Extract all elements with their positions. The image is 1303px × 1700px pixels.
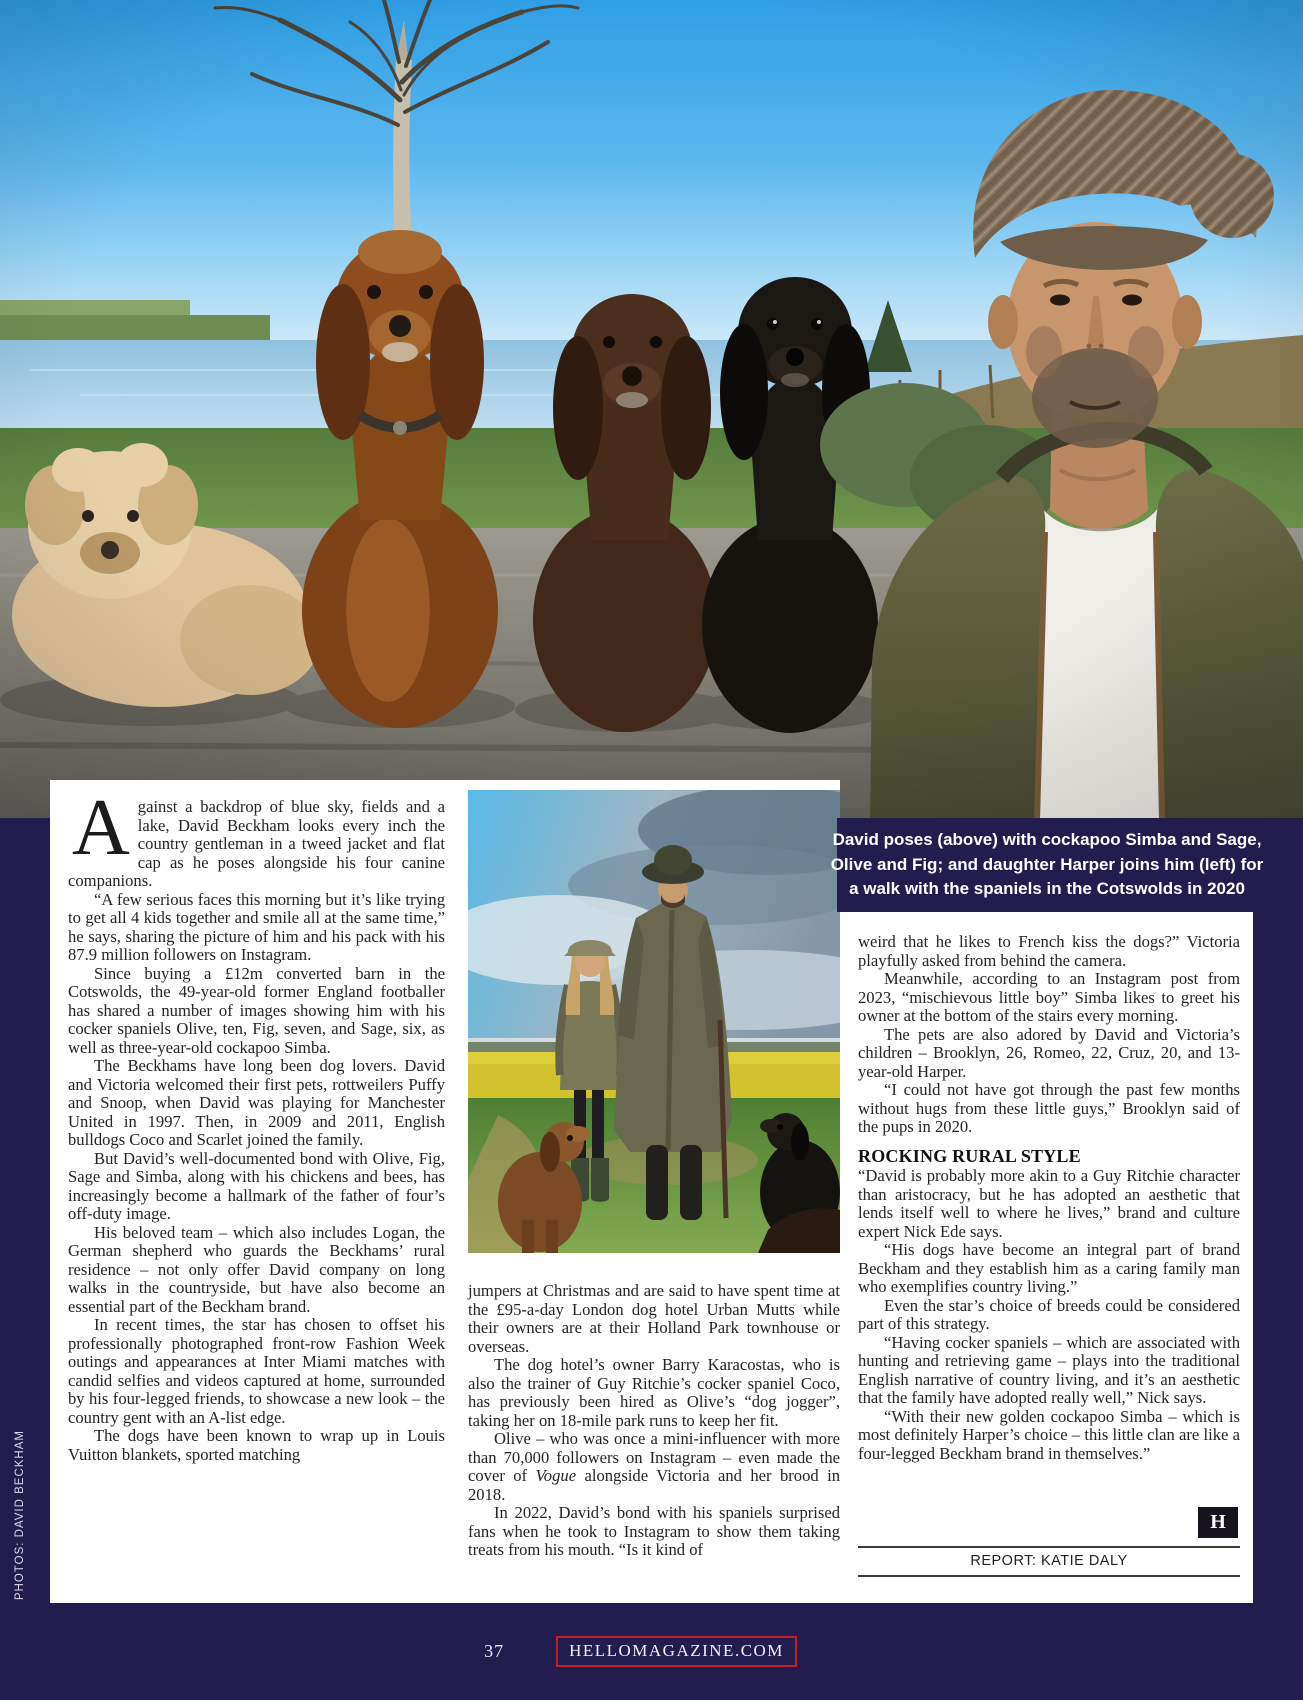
paragraph: The dogs have been known to wrap up in Louis Vuitton blankets, sported matching [68,1426,445,1464]
paragraph: Olive – who was once a mini-influencer with more than 70,000 followers on Instagram – even made the cover of Vogue alongside Victoria and her brood in 2018. [468,1429,840,1504]
main-photo [0,0,1303,820]
paragraph: “I could not have got through the past few months without hugs from these little guys,” Brooklyn said of the pups in 2020. [858,1080,1240,1136]
inset-photo [468,790,840,1253]
page-footer [0,1603,1303,1700]
paragraph: jumpers at Christmas and are said to have spent time at the £95-a-day London dog hotel Urban Mutts while their owners are at their Holland Park townhouse or overseas. [468,1281,840,1356]
paragraph: The Beckhams have long been dog lovers. David and Victoria welcomed their first pets, rottweilers Puffy and Snoop, when David was playing for Manchester United in 1997. Then, in 2009 and 2011, English bulldogs Coco and Scarlet joined the family. [68,1056,445,1149]
page-right-band [1253,910,1303,1700]
hello-end-mark-icon: H [1198,1507,1238,1538]
article-column-1 [68,784,445,1464]
report-credit: REPORT: KATIE DALY [858,1546,1240,1577]
page-number: 37 [484,1641,505,1661]
paragraph: His beloved team – which also includes Logan, the German shepherd who guards the Beckhams’ rural residence – not only offer David company on long walks in the countryside, but have also become an essential part of the Beckham brand. [68,1222,445,1316]
paragraph: In 2022, David’s bond with his spaniels surprised fans when he took to Instagram to show them taking treats from his mouth. “Is it kind of [468,1503,840,1559]
section-heading: ROCKING RURAL STYLE [858,1145,1081,1166]
paragraph: “With their new golden cockapoo Simba – which is most definitely Harper’s choice – this little clan are like a four-legged Beckham brand in themselves.” [858,1406,1240,1463]
caption-line: Olive and Fig; and daughter Harper joins him (left) for [830,854,1264,874]
article-column-3 [858,933,1240,1463]
photo-caption [830,818,1303,912]
paragraph: Meanwhile, according to an Instagram post from 2023, “mischievous little boy” Simba likes to greet his owner at the bottom of the stairs every morning. [858,969,1240,1025]
paragraph: weird that he likes to French kiss the dogs?” Victoria playfully asked from behind the camera. [858,932,1240,970]
drop-cap: A [72,784,130,872]
inset-photo-illustration [468,790,840,1253]
paragraph: “A few serious faces this morning but it’s like trying to get all 4 kids together and smile all at the same time,” he says, sharing the picture of him and his pack with his 87.9 million followers on Instagram. [68,889,445,964]
caption-line: a walk with the spaniels in the Cotswolds in 2020 [849,879,1245,899]
caption-line: David poses (above) with cockapoo Simba and Sage, [832,830,1262,850]
vogue-title: Vogue [535,1466,577,1485]
paragraph: Against a backdrop of blue sky, fields and a lake, David Beckham looks every inch the country gentleman in a tweed jacket and flat cap as he poses alongside his four canine companions. [68,784,445,890]
paragraph: “His dogs have become an integral part of brand Beckham and they establish him as a caring family man who exemplifies country living.” [858,1240,1240,1296]
paragraph: In recent times, the star has chosen to offset his professionally photographed front-row Fashion Week outings and appearances at Inter Miami matches with candid selfies and videos captured at home, surrounded by his four-legged friends, to showcase a new look – the country gent with an A-list edge. [68,1315,445,1427]
paragraph: But David’s well-documented bond with Olive, Fig, Sage and Simba, along with his chickens and bees, has increasingly become a hallmark of the father of four’s off-duty image. [68,1148,445,1223]
main-photo-illustration [0,0,1303,820]
paragraph: The pets are also adored by David and Victoria’s children – Brooklyn, 26, Romeo, 22, Cruz, 20, and 13-year-old Harper. [858,1024,1240,1081]
paragraph: The dog hotel’s owner Barry Karacostas, who is also the trainer of Guy Ritchie’s cocker spaniel Coco, has previously been hired as Olive’s “dog jogger”, taking her on 18-mile park runs to keep her fit. [468,1355,840,1430]
photo-credit: PHOTOS: DAVID BECKHAM [14,1429,26,1600]
article-column-2 [468,1282,840,1560]
paragraph: Even the star’s choice of breeds could be considered part of this strategy. [858,1295,1240,1333]
paragraph: “Having cocker spaniels – which are associated with hunting and retrieving game – plays into the traditional English narrative of country living, and it’s an aesthetic that the family have adopted really well,” Nick says. [858,1332,1240,1407]
paragraph: Since buying a £12m converted barn in the Cotswolds, the 49-year-old former England footballer has shared a number of images showing him with his cocker spaniels Olive, ten, Fig, seven, and Sage, six, as well as three-year-old cockapoo Simba. [68,963,445,1057]
website-badge: HELLOMAGAZINE.COM [556,1636,797,1667]
paragraph: “David is probably more akin to a Guy Ritchie character than aristocracy, but he has adopted an aesthetic that lends itself well to where he lives,” brand and culture expert Nick Ede says. [858,1166,1240,1241]
